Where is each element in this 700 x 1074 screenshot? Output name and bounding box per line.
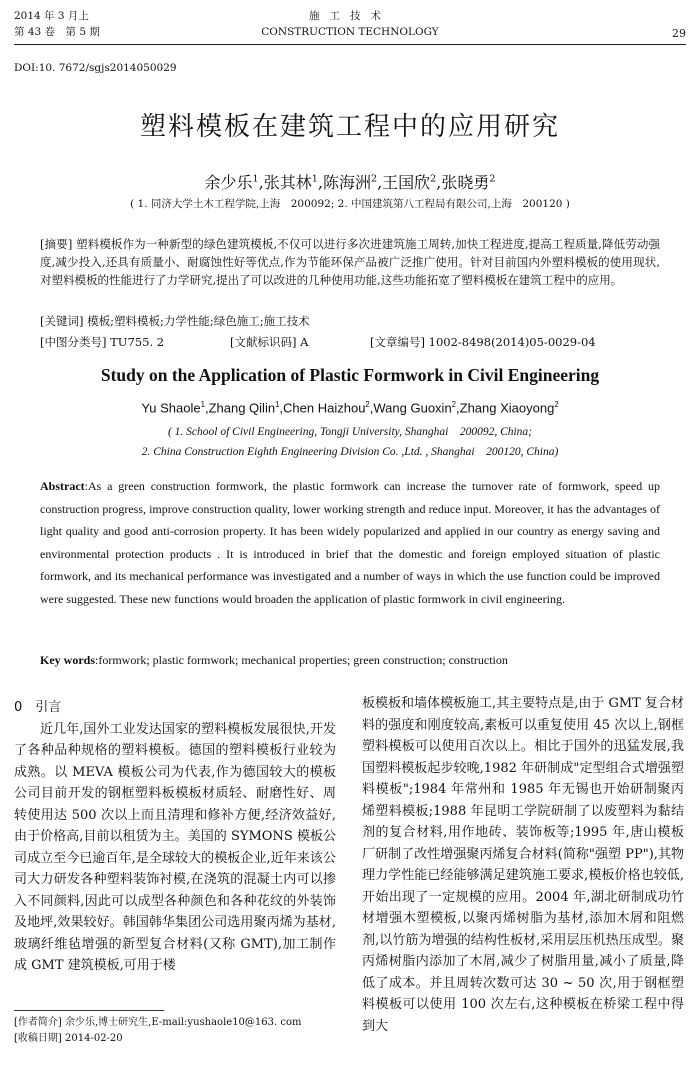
author-name: 张其林 [263,173,312,192]
body-column-left [14,697,336,977]
footnote-divider [14,1010,164,1011]
abstract-cn-text: 塑料模板作为一种新型的绿色建筑模板,不仅可以进行多次进建筑施工周转,加快工程进度,提高工程质量,降低劳动强度,减少投入,还具有质量小、耐腐蚀性好等优点,作为节能环保产品被广泛推广使用。针对目前国内外塑料模板的使用现状,对塑料模板的性能进行了力学研究,提出了可以改进的几种使用功能,这些功能拓宽了塑料模板在建筑工程中的应用。 [40,237,660,287]
clc-label: [中图分类号] [40,335,107,349]
author-affil-mark: 2 [554,400,559,409]
author-affil-mark: 2 [365,400,370,409]
journal-name-en: CONSTRUCTION TECHNOLOGY [261,26,439,38]
clc-value: TU755. 2 [110,335,165,349]
author-affil-mark: 2 [489,173,496,185]
abstract-en-text: As a green construction formwork, the plastic formwork can increase the turnover rate of formwork, speed up construction progress, improve construction quality, lower working strength and reduce input. Moreover, it has the advantages of light quality and good anti-corrosion property. It has been widely popularized and applied in our country as energy saving and environmental protection products . It is introduced in brief that the domestic and foreign employed situation of plastic formwork, and its mechanical performance was investigated and a number of ways in which the use function could be improved were suggested. These new functions would broaden the application of plastic formwork in civil engineering. [40,479,660,606]
keywords-cn-label: [关键词] [40,314,84,328]
author-name: 余少乐 [204,173,253,192]
author-name: 王国欣 [382,173,431,192]
doi: DOI:10. 7672/sgjs2014050029 [14,62,177,74]
issue-volume: 第 43 卷 第 5 期 [14,26,100,38]
keywords-en: Key words:formwork; plastic formwork; mechanical properties; green construction; construction [40,653,508,667]
classification-line [40,334,680,350]
doc-code-value: A [300,335,309,349]
author-affil-mark: 1 [311,173,318,185]
abstract-cn-label: [摘要] [40,237,73,251]
abstract-en-label: Abstract [40,479,85,493]
author-bio-text: 余少乐,博士研究生,E-mail:yushaole10@163. com [65,1017,302,1028]
author-affil-mark: 1 [275,400,280,409]
section-heading: 0 引言 [14,700,62,715]
article-number [370,334,596,350]
body-column-right [362,693,684,1037]
author-bio-label: [作者简介] [14,1017,62,1028]
footnote [14,1015,334,1047]
keywords-en-text: formwork; plastic formwork; mechanical properties; green construction; construction [98,653,508,667]
author-name: 陈海洲 [322,173,371,192]
journal-name-cn: 施工技术 [309,10,391,22]
paper-title-cn: 塑料模板在建筑工程中的应用研究 [139,112,560,142]
page-number: 29 [672,27,686,40]
author-name-en: Zhang Xiaoyong [459,400,555,416]
keywords-en-label: Key words [40,653,95,667]
abstract-cn [40,235,660,289]
paper-title-en: Study on the Application of Plastic Formwork in Civil Engineering [100,365,600,385]
doc-code-label: [文献标识码] [230,335,297,349]
author-name: 张晓勇 [441,173,490,192]
author-affil-mark: 2 [370,173,378,185]
journal-name [0,8,700,40]
affiliation-en [0,422,700,462]
affiliation-en-1: ( 1. School of Civil Engineering, Tongji University, Shanghai 200092, China; [167,426,533,438]
received-date-label: [收稿日期] [14,1033,62,1044]
author-name-en: Zhang Qilin [208,400,276,416]
author-name-en: Wang Guoxin [373,400,452,416]
author-affil-mark: 2 [451,400,457,409]
author-bio [14,1015,334,1031]
author-name-en: Yu Shaole [141,400,201,416]
received-date [14,1031,334,1047]
author-affil-mark: 1 [252,173,259,185]
issue-date: 2014 年 3 月上 [14,10,89,22]
affiliation-cn: ( 1. 同济大学土木工程学院,上海 200092; 2. 中国建筑第八工程局有限公司,上海 200120 ) [130,198,570,210]
received-date-value: 2014-02-20 [65,1033,123,1044]
keywords-cn-text: 模板;塑料模板;力学性能;绿色施工;施工技术 [87,314,310,328]
author-list-en: Yu Shaole$^1$,Zhang Qilin$^1$,Chen Haizhou$^2$,Wang Guoxin$^2$,Zhang Xiaoyong$^2$ [141,400,559,416]
article-number-value: 1002-8498(2014)05-0029-04 [428,335,596,349]
body-paragraph: 近几年,国外工业发达国家的塑料模板发展很快,开发了各种品种规格的塑料模板。德国的塑料模板行业较为成熟。以 MEVA 模板公司为代表,作为德国较大的模板公司目前开发的钢框塑料板模板材质轻、耐磨性好、周转使用达 500 次以上而且清理和修补方便,经济效益好,由于价格高,目前以租赁为主。美国的 SYMONS 模板公司成立至今已逾百年,是全球较大的模板企业,近年来该公司大力研发各种塑料装饰衬模,在浇筑的混凝土内可以掺入不同颜料,因此可以成型各种颜色和各种花纹的外装饰及地坪,效果较好。韩国韩华集团公司选用聚丙烯为基材,玻璃纤维毡增强的新型复合材料(又称 GMT),加工制作成 GMT 建筑模板,可用于楼 [14,721,336,973]
article-number-label: [文章编号] [370,335,425,349]
abstract-en: Abstract:As a green construction formwork, the plastic formwork can increase the turnover rate of formwork, speed up construction progress, improve construction quality, lower working strength and reduce input. Moreover, it has the advantages of light quality and good anti-corrosion property. It has been widely popularized and applied in our country as energy saving and environmental protection products . It is introduced in brief that the domestic and foreign employed situation of plastic formwork, and its mechanical performance was investigated and a number of ways in which the use function could be improved were suggested. These new functions would broaden the application of plastic formwork in civil engineering. [40,479,660,606]
affiliation-en-2: 2. China Construction Eighth Engineering Division Co. ,Ltd. , Shanghai 200120, China) [141,446,559,458]
document-code [230,334,370,350]
author-affil-mark: 1 [200,400,205,409]
body-paragraph: 板模板和墙体模板施工,其主要特点是,由于 GMT 复合材料的强度和刚度较高,素板可以重复使用 45 次以上,钢框塑料模板可以使用百次以上。相比于国外的迅猛发展,我国塑料模板起步较晚,1982 年研制成"定型组合式增强塑料模板";1984 年常州和 1985 年无锡也开始研制聚丙烯塑料模板;1988 年昆明工学院研制了以废塑料为黏结剂的复合材料,用作地砖、装饰板等;1995 年,唐山模板厂研制了改性增强聚丙烯复合材料(简称"强塑 PP"),其物理力学性能已经能够满足建筑施工要求,模板价格也较低,开始出现了一定规模的应用。2004 年,湖北研制成功竹材增强木塑模板,以聚丙烯树脂为基材,添加木屑和阻燃剂,以竹筋为增强的结构性板材,采用层压机热压成型。聚丙烯树脂内添加了木屑,减少了树脂用量,减小了质量,降低了成本。并且周转次数可达 30 ~ 50 次,用于钢框塑料模板可以使用 100 次左右,这种模板在桥梁工程中得到大 [362,696,684,1034]
author-list-cn: 余少乐$^1$,张其林$^1$,陈海洲$^2$,王国欣$^2$,张晓勇$^2$ [204,173,496,192]
author-affil-mark: 2 [430,173,437,185]
author-name-en: Chen Haizhou [283,400,366,416]
keywords-cn [40,313,660,329]
clc-number [40,334,230,350]
header-divider [14,44,686,45]
